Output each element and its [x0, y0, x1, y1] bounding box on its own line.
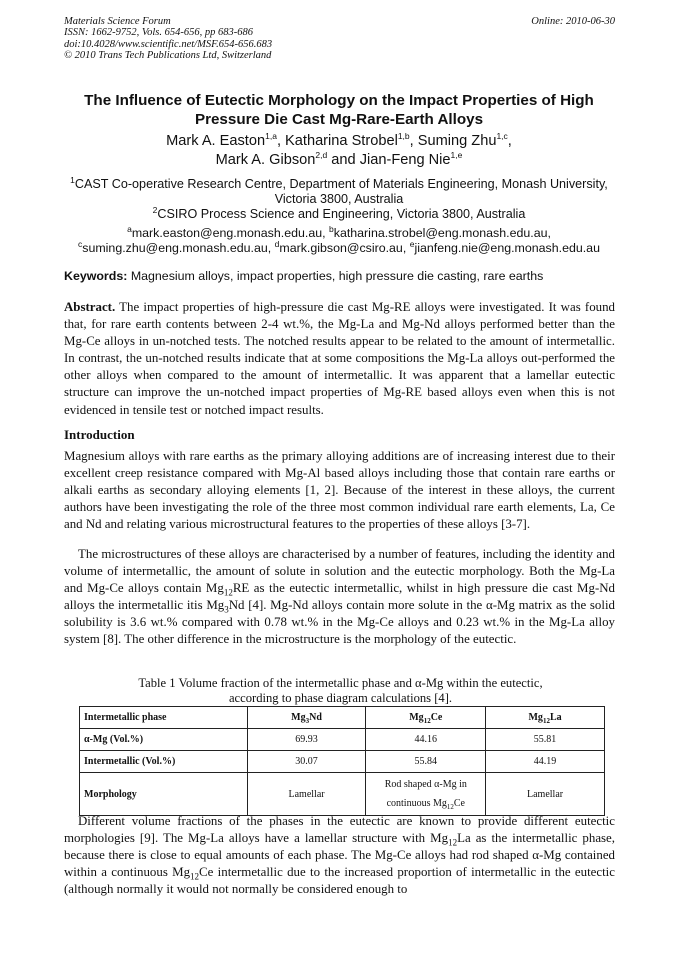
- table-cell: Lamellar: [486, 773, 605, 816]
- email-list: [60, 223, 618, 256]
- table-cell: Rod shaped α-Mg in continuous $Mg_{12}Ce$: [366, 773, 486, 816]
- author-name: Suming Zhu: [417, 133, 497, 149]
- affiliation-2: [60, 204, 618, 222]
- paper-title: [60, 92, 618, 129]
- table-cell: 55.84: [366, 751, 486, 773]
- email-b[interactable]: katharina.strobel@eng.monash.edu.au,: [333, 226, 551, 240]
- table-header-cell: Intermetallic phase: [80, 707, 248, 729]
- journal-issn: ISSN: 1662-9752, Vols. 654-656, pp 683-686: [64, 27, 253, 39]
- journal-doi: doi:10.4028/www.scientific.net/MSF.654-656.683: [64, 38, 273, 50]
- affiliation-1-cont: Victoria 3800, Australia: [274, 192, 404, 206]
- author-line-2: [60, 151, 618, 170]
- affil-mark: 1: [70, 174, 75, 185]
- journal-name: Materials Science Forum: [64, 16, 171, 27]
- section-heading-introduction: Introduction: [64, 427, 135, 442]
- table-cell: 44.16: [366, 729, 486, 751]
- table-cell: Lamellar: [247, 773, 366, 816]
- keywords-label: Keywords:: [64, 269, 128, 283]
- author-name: Mark A. Easton: [166, 133, 266, 149]
- affil-text: CAST Co-operative Research Centre, Department of Materials Engineering, Monash University,: [74, 177, 608, 191]
- author-affil-mark: 1,e: [450, 150, 463, 161]
- abstract-label: Abstract.: [64, 300, 116, 314]
- author-affil-mark: 1,b: [397, 131, 410, 142]
- table-row: [80, 729, 605, 751]
- email-c[interactable]: suming.zhu@eng.monash.edu.au,: [82, 241, 272, 255]
- table-header-cell: $Mg_{12}La$: [486, 707, 605, 729]
- author-line-1: Mark A. Easton$^{1,a}$, Katharina Strobel$^{1,b}$, Suming Zhu$^{1,c}$,: [166, 131, 512, 149]
- author-affil-mark: 1,c: [496, 131, 508, 142]
- post-table-paragraph: Different volume fractions of the phases in the eutectic are known to provide different eutectic morphologies [9]. The Mg-La alloys have a lamellar structure with $Mg_{12}La$ as the intermetallic phase, because there is close to equal amounts of each phase. The Mg-Ce alloys had rod shaped α-Mg contained within a continuous $Mg_{12}Ce$ intermetallic due to the increased proportion of intermetallic in the eutectic (although normally it would not normally be considered enough to: [64, 814, 615, 897]
- journal-header: [64, 16, 272, 62]
- table-row: [80, 773, 605, 816]
- affil-text: CSIRO Process Science and Engineering, Victoria 3800, Australia: [157, 207, 526, 221]
- table-header-cell: $Mg_3Nd$: [247, 707, 366, 729]
- keywords: [64, 269, 616, 284]
- title-line-1: The Influence of Eutectic Morphology on the Impact Properties of High: [84, 92, 594, 109]
- table-cell: α-Mg (Vol.%): [80, 729, 248, 751]
- email-line-1: $^a$mark.easton@eng.monash.edu.au, $^b$katharina.strobel@eng.monash.edu.au,: [127, 223, 551, 240]
- author-affil-mark: 2,d: [315, 150, 328, 161]
- table-header-row: [80, 707, 605, 729]
- author-and: and: [331, 152, 356, 168]
- affil-mark: 2: [152, 204, 158, 215]
- table-row: [80, 751, 605, 773]
- intro-paragraph-1: Magnesium alloys with rare earths as the primary alloying additions are of increasing interest due to their excellent creep resistance compared with Mg-Al based alloys including those that contain rare earths or alkali earths as secondary alloying elements [1, 2]. Because of the interest in these alloys, the current authors have been investigating the role of the three most common individual rare earth elements, La, Ce and Nd and relating various microstructural features to the properties of these alloys [3-7].: [64, 449, 615, 532]
- affiliation-1: [60, 174, 618, 192]
- affiliations: [60, 174, 618, 222]
- abstract: [64, 299, 615, 419]
- title-line-2: Pressure Die Cast Mg-Rare-Earth Alloys: [194, 110, 484, 128]
- author-list: [60, 132, 618, 170]
- journal-copyright: © 2010 Trans Tech Publications Ltd, Switzerland: [64, 50, 272, 62]
- table-cell: 55.81: [486, 729, 605, 751]
- table-1: [79, 706, 605, 816]
- online-date: Online: 2010-06-30: [531, 16, 615, 27]
- email-line-2: $^c$suming.zhu@eng.monash.edu.au, $^d$mark.gibson@csiro.au, $^e$jianfeng.nie@eng.monash.edu.au: [78, 238, 600, 255]
- table-header-cell: $Mg_{12}Ce$: [366, 707, 486, 729]
- intro-paragraph-2: The microstructures of these alloys are characterised by a number of features, including the identity and volume of intermetallic, the amount of solute in solution and the eutectic morphology. Both the Mg-La and Mg-Ce alloys contain $Mg_{12}RE$ as the eutectic intermetallic, whilst in high pressure die cast Mg-Nd alloys the intermetallic itis $Mg_3Nd$ [4]. Mg-Nd alloys contain more solute in the α-Mg matrix as the solid solubility is 3.6 wt.% compared with 0.78 wt.% in the Mg-Ce alloys and 0.23 wt.% in the Mg-La alloy system [8]. The other difference in the microstructure is the morphology of the eutectic.: [64, 547, 616, 647]
- keywords-text: Magnesium alloys, impact properties, high pressure die casting, rare earths: [130, 269, 544, 283]
- table-cell: Intermetallic (Vol.%): [80, 751, 248, 773]
- table-cell: 30.07: [247, 751, 366, 773]
- email-e[interactable]: jianfeng.nie@eng.monash.edu.au: [414, 241, 600, 255]
- author-name: Katharina Strobel: [285, 133, 398, 149]
- email-d[interactable]: mark.gibson@csiro.au,: [279, 241, 407, 255]
- table-caption: Table 1 Volume fraction of the intermetallic phase and α-Mg within the eutectic, according to phase diagram calculations [4].: [138, 676, 543, 705]
- table-cell: 69.93: [247, 729, 366, 751]
- author-name: Mark A. Gibson: [215, 152, 316, 168]
- table-cell: 44.19: [486, 751, 605, 773]
- author-affil-mark: 1,a: [265, 131, 277, 142]
- abstract-text: The impact properties of high-pressure die cast Mg-RE alloys were investigated. It was found that, for rare earth contents between 2-4 wt.%, the Mg-La and Mg-Nd alloys performed better than the Mg-Ce alloys in un-notched tests. The notched results appear to be related to the amount of intermetallic. In contrast, the un-notched results indicate that at some compositions the Mg-La alloys out-performed the other alloys when compared to the amount of intermetallic. It was apparent that a lamellar eutectic structure can improve the un-notched impact properties of Mg-RE based alloys even when this is not evidenced in tensile test or notched impact results.: [64, 300, 615, 417]
- author-name: Jian-Feng Nie: [359, 152, 451, 168]
- table-cell: Morphology: [80, 773, 248, 816]
- email-a[interactable]: mark.easton@eng.monash.edu.au,: [131, 226, 326, 240]
